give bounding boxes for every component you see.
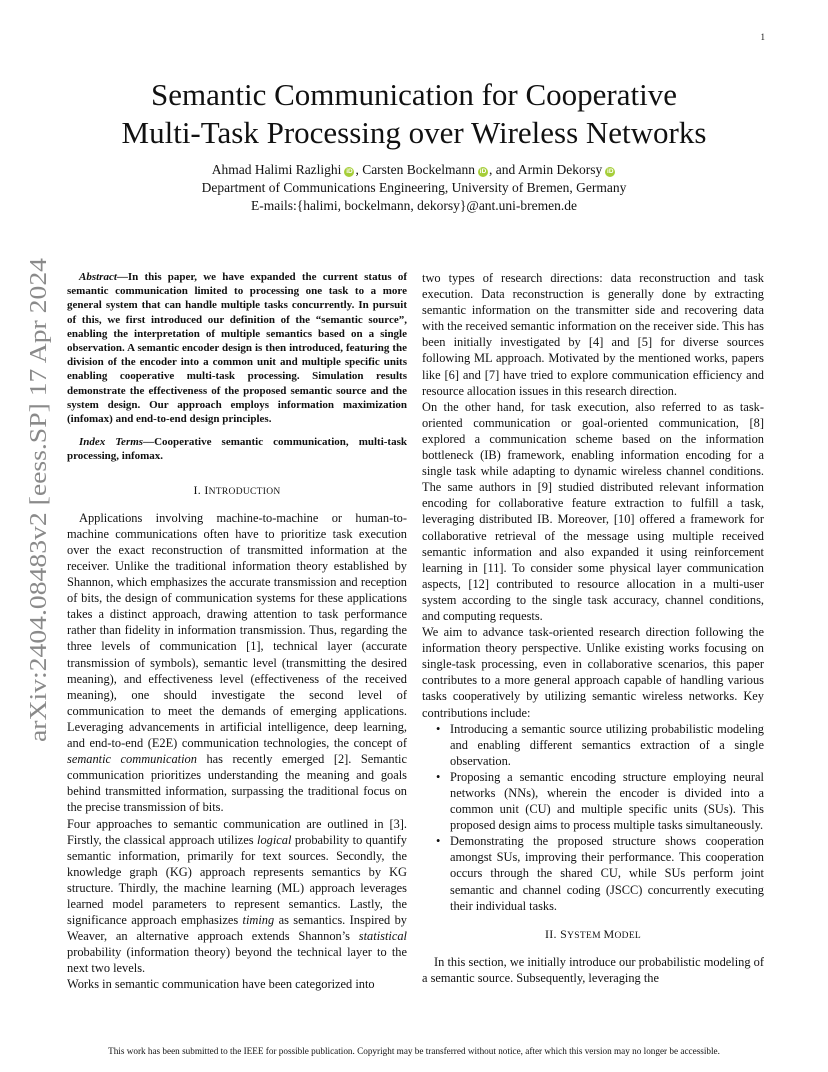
paper-title-line-1: Semantic Communication for Cooperative [150, 77, 678, 112]
orcid-icon[interactable]: iD [346, 168, 353, 175]
orcid-icon[interactable]: iD [607, 168, 614, 175]
list-item: • Demonstrating the proposed structure shows cooperation amongst SUs, improving their performance. This cooperation occurs through the shared CU, while SUs perform joint semantic and channel coding (JSCC) concurrently executing their individual tasks. [450, 833, 764, 913]
intro-paragraph-1: Applications involving machine-to-machine or human-to-machine communications often have to prioritize task execution over the exact reconstruction of transmitted information at the receiver. Unlike the traditional information theory established by Shannon, which emphasizes the accurate transmission and reception of bits, the design of communication systems for these applications takes a distinct approach, drawing attention to task performance rather than fidelity in information transmission. Thus, regarding the three levels of communication [1], technical layer (accurate transmission of symbols), semantic level (transmitting the desired meaning), and effectiveness level (effectiveness of the received meaning), one should investigate the second level of communication to meet the demands of emerging applications. Leveraging advancements in artificial intelligence, deep learning, and end-to-end (E2E) communication technologies, the concept of semantic communication has recently emerged [2]. Semantic communication prioritizes understanding the meaning and goals behind transmitted information, surpassing the traditional focus on the precise transmission of bits. [67, 510, 407, 815]
affiliation: Department of Communications Engineering, University of Bremen, Germany [201, 180, 627, 195]
intro-paragraph-2: Four approaches to semantic communication are outlined in [3]. Firstly, the classical approach utilizes logical probability to quantify semantic information, primarily for text sources. Secondly, the knowledge graph (KG) approach represents semantics by KG structure. Thirdly, the machine learning (ML) approach leverages learned model parameters to represent semantics. Lastly, the significance approach emphasizes timing as semantics. Inspired by Weaver, an alternative approach extends Shannon’s statistical probability (information theory) beyond the technical layer to the next two levels. [67, 816, 407, 976]
abstract-text: —In this paper, we have expanded the current status of semantic communication limited to processing one task to a more general system that can handle multiple tasks concurrently. In pursuit of this, we first introduced our definition of the “semantic source”, enabling the interpretation of multiple semantics based on a single observation. A semantic encoder design is then introduced, featuring the division of the encoder into a common unit and multiple specific units enabling cooperative multi-task processing. Simulation results demonstrate the effectiveness of the proposed semantic source and the system design. Our approach employs information maximization (infomax) and end-to-end design principles. [67, 271, 407, 426]
related-work-paragraph-1: two types of research directions: data reconstruction and task execution. Data reconstruction is generally done by extracting semantic information on the transmitter side and recovering data with the received semantic information on the receiver side. This has been initially investigated by [4] and [5] for diverse sources following ML approach. Motivated by the mentioned works, papers like [6] and [7] have tried to explore communication efficiency and resource allocation issues in this research direction. [422, 271, 764, 398]
aims-paragraph: We aim to advance task-oriented research direction following the information theory perspective. Unlike existing works focusing on single-task processing, even in collaborative scenarios, this paper contributes to a more general approach capable of handling various tasks cooperatively by utilizing semantic wireless networks. Key contributions include: [422, 625, 764, 720]
section-heading-system-model: II. SYSTEM MODEL [544, 926, 642, 941]
related-work-paragraph-2: On the other hand, for task execution, also referred to as task-oriented communication or goal-oriented communication, [8] explored a communication scheme based on the information bottleneck (IB) framework, enabling information encoding for a single task while adapting to dynamic wireless channel conditions. The same authors in [9] studied distributed relevant information encoding for collaborative feature extraction to fulfill a task, leveraging distributed IB. Moreover, [10] offered a framework for collaborative retrieval of the message using multiple received semantic information and also expanded it using reinforcement learning in [11]. To consider some physical layer communication aspects, [12] contributed to resource allocation in a multi-user system according to the single task accuracy, channel conditions, and computing requests. [422, 399, 764, 623]
right-column [422, 270, 764, 986]
author-emails: E-mails:{halimi, bockelmann, dekorsy}@ant.uni-bremen.de [250, 198, 578, 213]
intro-paragraph-3-start: Works in semantic communication have been categorized into [67, 977, 375, 992]
copyright-notice-footer: This work has been submitted to the IEEE for possible publication. Copyright may be transferred without notice, after which this version may no longer be accessible. [108, 1046, 720, 1056]
section-heading-introduction: I. INTRODUCTION [193, 482, 281, 497]
index-terms-text: —Cooperative semantic communication, multi-task processing, infomax. [67, 436, 407, 463]
orcid-icon[interactable]: iD [479, 168, 487, 175]
page-number: 1 [760, 32, 765, 42]
list-item: • Proposing a semantic encoding structure employing neural networks (NNs), wherein the encoder is divided into a common unit (CU) and multiple specific units (SUs). This proposed design aims to process multiple tasks simultaneously. [450, 769, 764, 833]
author-1: Ahmad Halimi Razlighi [211, 162, 342, 177]
author-list [60, 161, 768, 179]
index-terms [67, 435, 407, 463]
abstract-label: Abstract [79, 271, 117, 283]
arxiv-identifier-text: arXiv:2404.08483v2 [eess.SP] 17 Apr 2024 [26, 322, 52, 742]
author-2: , Carsten Bockelmann [355, 162, 476, 177]
system-model-paragraph-start: In this section, we initially introduce our probabilistic modeling of a semantic source. Subsequently, leveraging the [422, 954, 764, 985]
contributions-list [422, 721, 764, 914]
left-column [67, 270, 407, 993]
list-item: • Introducing a semantic source utilizing probabilistic modeling and enabling different semantics extraction of a single observation. [450, 721, 764, 769]
author-3: , and Armin Dekorsy [489, 162, 603, 177]
paper-title-line-2: Multi-Task Processing over Wireless Networks [121, 115, 707, 150]
index-terms-label: Index Terms [79, 436, 144, 449]
abstract [67, 270, 407, 426]
arxiv-identifier-stamp [18, 256, 54, 744]
